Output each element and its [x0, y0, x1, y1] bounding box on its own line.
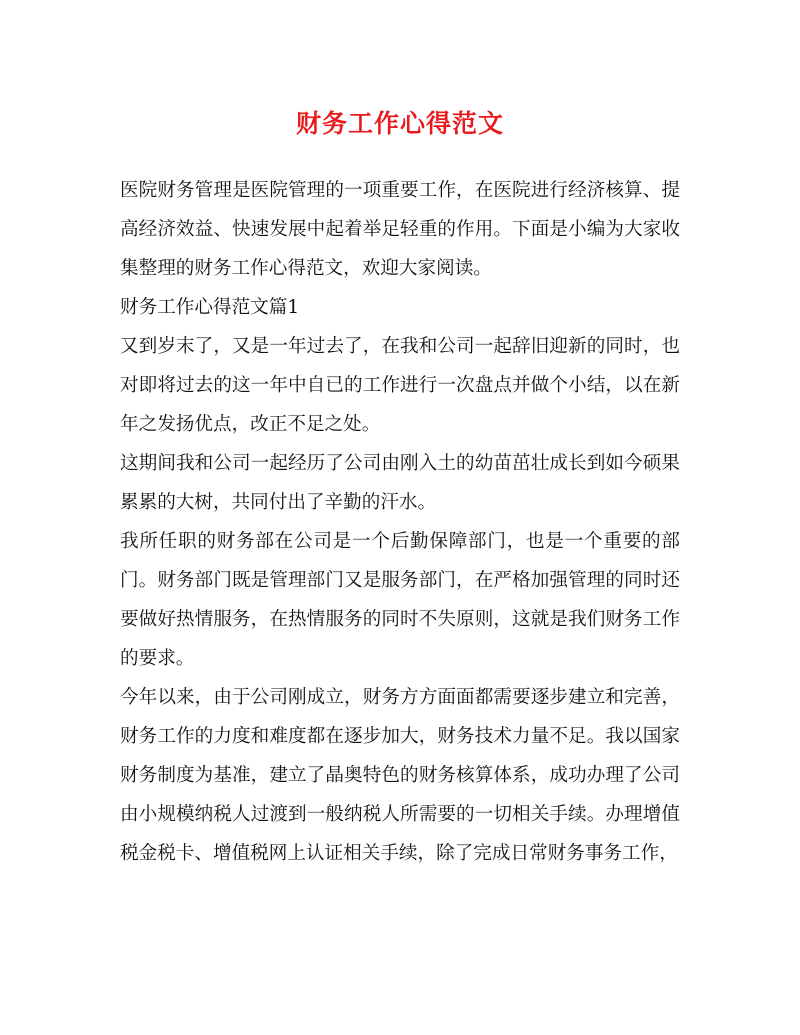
body-paragraph: 今年以来，由于公司刚成立，财务方方面面都需要逐步建立和完善，财务工作的力度和难度都在逐步加大，财务技术力量不足。我以国家财务制度为基准，建立了晶奥特色的财务核算体系，成功办理了公司由小规模纳税人过渡到一般纳税人所需要的一切相关手续。办理增值税金税卡、增值税网上认证相关手续，除了完成日常财务事务工作， [120, 687, 680, 864]
intro-paragraph: 医院财务管理是医院管理的一项重要工作，在医院进行经济核算、提高经济效益、快速发展中起着举足轻重的作用。下面是小编为大家收集整理的财务工作心得范文，欢迎大家阅读。 [120, 180, 680, 279]
document-title: 财务工作心得范文 [295, 109, 504, 138]
body-paragraph: 这期间我和公司一起经历了公司由刚入土的幼苗茁壮成长到如今硕果累累的大树，共同付出了辛勤的汗水。 [120, 453, 680, 513]
body-paragraph: 又到岁末了，又是一年过去了，在我和公司一起辞旧迎新的同时，也对即将过去的这一年中自已的工作进行一次盘点并做个小结，以在新年之发扬优点，改正不足之处。 [120, 336, 680, 435]
section-heading: 财务工作心得范文篇1 [120, 297, 300, 318]
body-paragraph: 我所任职的财务部在公司是一个后勤保障部门，也是一个重要的部门。财务部门既是管理部门又是服务部门，在严格加强管理的同时还要做好热情服务，在热情服务的同时不失原则，这就是我们财务工作的要求。 [120, 531, 680, 669]
document-body [120, 171, 680, 873]
